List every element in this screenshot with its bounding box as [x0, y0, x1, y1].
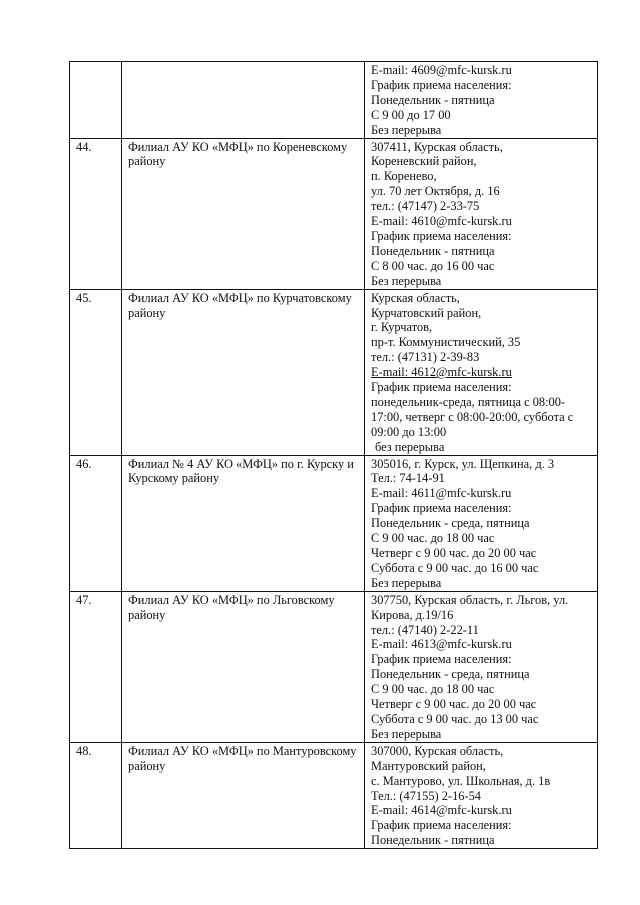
table-row [70, 742, 598, 848]
branch-info [365, 289, 598, 455]
branch-name: Филиал АУ КО «МФЦ» по Льговскому району [122, 591, 365, 742]
info-line: Суббота с 9 00 час. до 13 00 час [371, 711, 539, 726]
row-number: 48. [70, 742, 122, 848]
info-line: Без перерыва [371, 575, 442, 590]
info-line: 307750, Курская область, г. Льгов, ул. [371, 592, 569, 607]
info-line: Понедельник - среда, пятница [371, 516, 530, 531]
info-line: Суббота с 9 00 час. до 16 00 час [371, 560, 539, 575]
info-line: 17:00, четверг с 08:00-20:00, суббота с [371, 409, 574, 424]
info-line: Понедельник - пятница [371, 243, 495, 258]
info-line: E-mail: 4613@mfc-kursk.ru [371, 637, 512, 652]
branch-info [365, 742, 598, 848]
info-line: Понедельник - пятница [371, 92, 495, 107]
branch-info [365, 455, 598, 591]
row-number [70, 62, 122, 139]
info-line: График приема населения: [371, 818, 512, 833]
info-line: График приема населения: [371, 228, 512, 243]
info-line: Четверг с 9 00 час. до 20 00 час [371, 546, 537, 560]
info-line: E-mail: 4614@mfc-kursk.ru [371, 803, 512, 818]
info-line: Кирова, д.19/16 [371, 607, 454, 622]
info-line: E-mail: 4609@mfc-kursk.ru [371, 63, 512, 77]
branch-name: Филиал АУ КО «МФЦ» по Кореневскому району [122, 138, 365, 289]
branch-name [122, 62, 365, 139]
info-line: Без перерыва [371, 273, 442, 288]
info-line: тел.: (47147) 2-33-75 [371, 199, 480, 214]
info-line: С 9 00 час. до 18 00 час [371, 682, 495, 697]
info-line: п. Коренево, [371, 169, 437, 184]
branch-info [365, 591, 598, 742]
info-line: Тел.: 74-14-91 [371, 471, 445, 486]
row-number: 44. [70, 138, 122, 289]
row-number: 45. [70, 289, 122, 455]
table-row [70, 138, 598, 289]
branch-info [365, 62, 598, 139]
info-line: Тел.: (47155) 2-16-54 [371, 788, 481, 803]
branch-name: Филиал АУ КО «МФЦ» по Мантуровскому району [122, 742, 365, 848]
info-line: График приема населения: [371, 380, 512, 395]
row-number: 46. [70, 455, 122, 591]
table-row [70, 62, 598, 139]
info-line: График приема населения: [371, 77, 512, 92]
branch-table [69, 61, 598, 849]
info-line: ул. 70 лет Октября, д. 16 [371, 184, 500, 199]
info-line: E-mail: 4610@mfc-kursk.ru [371, 214, 512, 229]
branch-name: Филиал № 4 АУ КО «МФЦ» по г. Курску и Курскому району [122, 455, 365, 591]
branch-name: Филиал АУ КО «МФЦ» по Курчатовскому району [122, 289, 365, 455]
info-line: понедельник-среда, пятница с 08:00- [371, 394, 566, 409]
info-line: 307000, Курская область, [371, 743, 504, 758]
info-line: г. Курчатов, [371, 320, 433, 335]
email-link[interactable]: E-mail: 4612@mfc-kursk.ru [371, 365, 512, 380]
info-line: тел.: (47131) 2-39-83 [371, 350, 480, 365]
info-line: с. Мантурово, ул. Школьная, д. 1в [371, 773, 551, 788]
info-line: Понедельник - среда, пятница [371, 667, 530, 682]
info-line: Курчатовский район, [371, 305, 482, 320]
branch-info [365, 138, 598, 289]
info-line: Понедельник - пятница [371, 833, 495, 848]
info-line: Без перерыва [371, 122, 442, 137]
table-row [70, 591, 598, 742]
info-line: С 9 00 до 17 00 [371, 107, 451, 122]
table-row [70, 289, 598, 455]
info-line: Без перерыва [371, 726, 442, 741]
info-line: С 8 00 час. до 16 00 час [371, 258, 495, 273]
info-line: 09:00 до 13:00 [371, 424, 447, 439]
info-line: 305016, г. Курск, ул. Щепкина, д. 3 [371, 456, 555, 471]
info-line: тел.: (47140) 2-22-11 [371, 622, 479, 637]
info-line: без перерыва [375, 439, 445, 454]
info-line: E-mail: 4611@mfc-kursk.ru [371, 486, 512, 501]
info-line: График приема населения: [371, 501, 512, 516]
row-number: 47. [70, 591, 122, 742]
info-line: Кореневский район, [371, 154, 477, 169]
table-row [70, 455, 598, 591]
info-line: Курская область, [371, 290, 460, 305]
info-line: Мантуровский район, [371, 758, 486, 773]
info-line: С 9 00 час. до 18 00 час [371, 531, 495, 546]
info-line: Четверг с 9 00 час. до 20 00 час [371, 697, 537, 712]
info-line: 307411, Курская область, [371, 139, 503, 154]
info-line: пр-т. Коммунистический, 35 [371, 335, 521, 350]
info-line: График приема населения: [371, 652, 512, 667]
